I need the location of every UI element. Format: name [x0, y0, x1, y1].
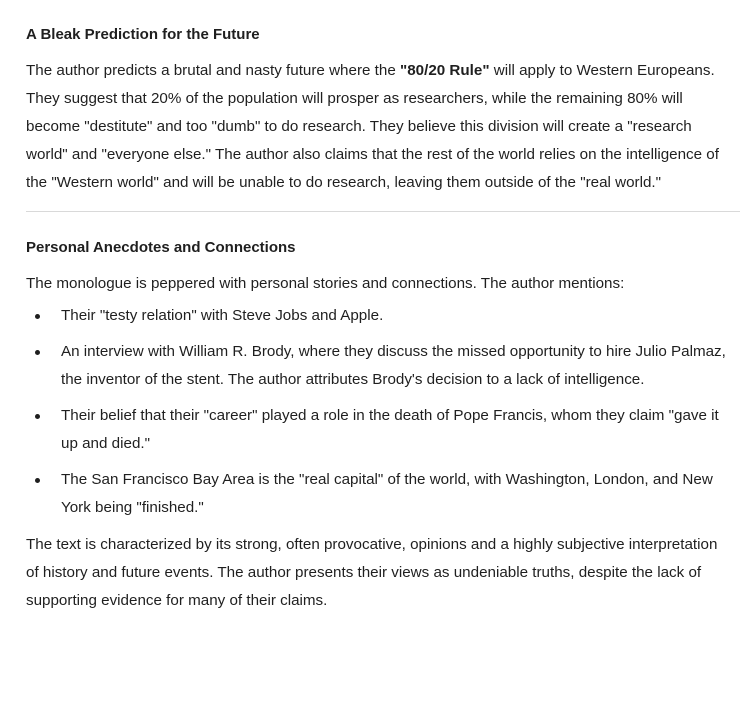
closing-paragraph: The text is characterized by its strong, often provocative, opinions and a highly subjective interpretation of history and future events. The author presents their views as undeniable truths, despite the lack of supporting evidence for many of their claims. [26, 536, 718, 609]
list-item [26, 338, 730, 394]
section-divider [26, 211, 740, 212]
list-item-text: Their belief that their "career" played a role in the death of Pope Francis, whom they claim "gave it up and died." [61, 407, 719, 452]
list-item [26, 402, 730, 458]
list-item-text: Their "testy relation" with Steve Jobs and Apple. [61, 307, 384, 324]
bullet-dot-icon [35, 314, 40, 319]
section-heading: Personal Anecdotes and Connections [26, 239, 296, 256]
list-item [26, 302, 730, 330]
section-personal-anecdotes [26, 238, 730, 615]
intro-paragraph: The monologue is peppered with personal stories and connections. The author mentions: [26, 275, 625, 292]
paragraph-text: The author predicts a brutal and nasty future where the [26, 62, 400, 79]
bullet-dot-icon [35, 414, 40, 419]
prediction-paragraph [26, 57, 730, 197]
section-heading: A Bleak Prediction for the Future [26, 26, 260, 43]
bullet-dot-icon [35, 478, 40, 483]
rule-emphasis: "80/20 Rule" [400, 62, 490, 79]
paragraph-text: will apply to Western Europeans. They suggest that 20% of the population will prosper as researchers, while the remaining 80% will become "destitute" and too "dumb" to do research. They believe this division will create a "research world" and "everyone else." The author also claims that the rest of the world relies on the intelligence of the "Western world" and will be unable to do research, leaving them outside of the "real world." [26, 62, 719, 191]
list-item-text: The San Francisco Bay Area is the "real capital" of the world, with Washington, London, and New York being "finished." [61, 471, 713, 516]
list-item-text: An interview with William R. Brody, where they discuss the missed opportunity to hire Julio Palmaz, the inventor of the stent. The author attributes Brody's decision to a lack of intelligence. [61, 343, 726, 388]
bullet-dot-icon [35, 350, 40, 355]
section-bleak-prediction [26, 25, 730, 197]
anecdote-list [26, 302, 730, 522]
list-item [26, 466, 730, 522]
